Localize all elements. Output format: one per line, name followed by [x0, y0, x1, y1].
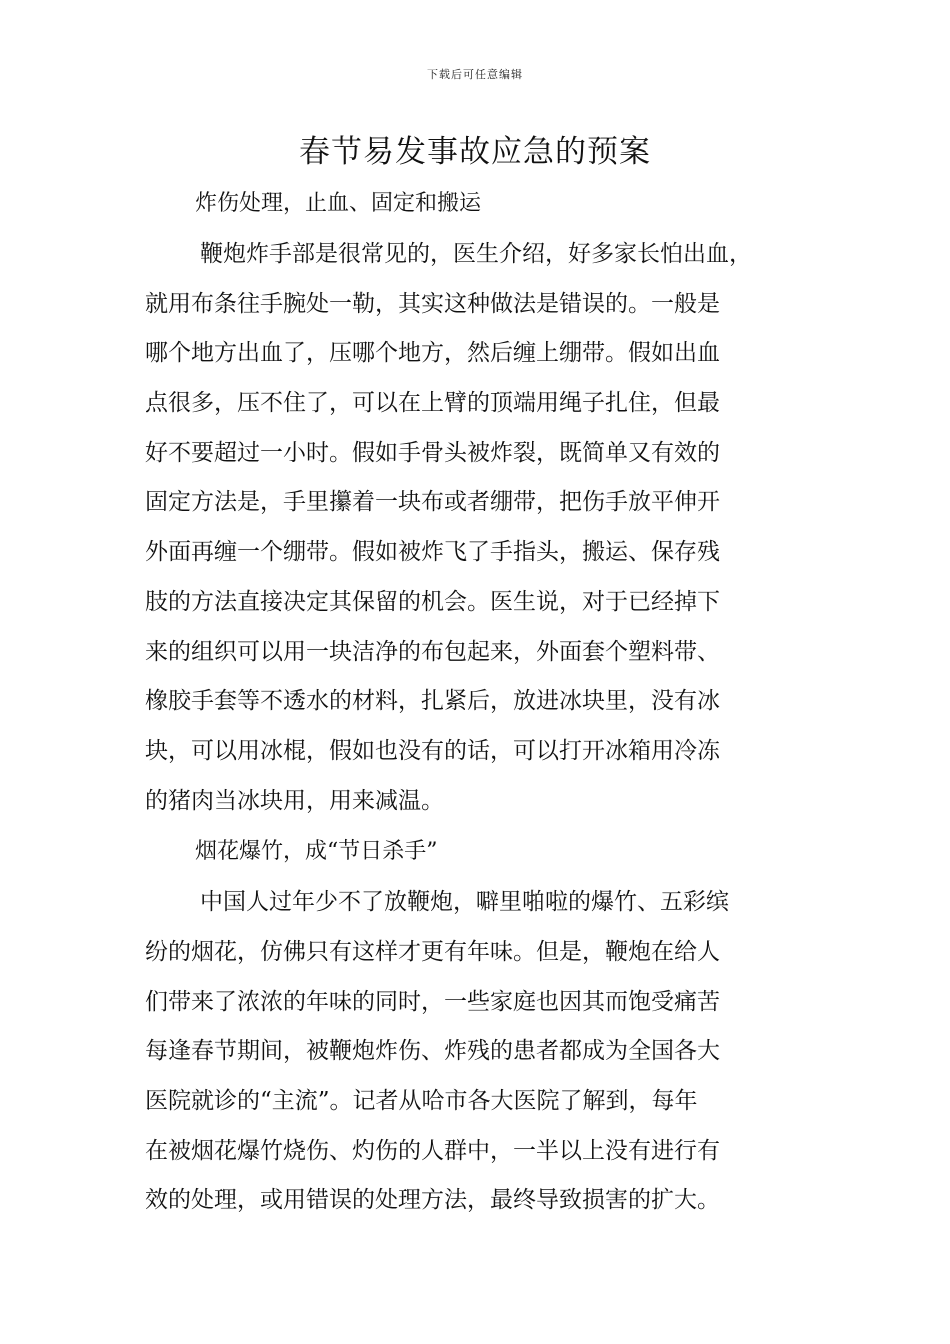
header-note: 下载后可任意编辑 — [427, 68, 523, 81]
paragraph-line: 纷的烟花，仿佛只有这样才更有年味。但是，鞭炮在给人 — [145, 938, 720, 965]
section-heading-blast-injury: 炸伤处理，止血、固定和搬运 — [195, 191, 482, 216]
paragraph-line: 在被烟花爆竹烧伤、灼伤的人群中，一半以上没有进行有 — [145, 1137, 720, 1164]
paragraph-line: 肢的方法直接决定其保留的机会。医生说，对于已经掉下 — [145, 588, 720, 615]
paragraph-line: 医院就诊的“主流”。记者从哈市各大医院了解到，每年 — [145, 1088, 698, 1114]
paragraph-line: 的猪肉当冰块用，用来减温。 — [145, 787, 444, 814]
paragraph-line: 好不要超过一小时。假如手骨头被炸裂，既简单又有效的 — [145, 439, 720, 466]
paragraph-line: 就用布条往手腕处一勒，其实这种做法是错误的。一般是 — [145, 290, 720, 317]
paragraph-fireworks — [145, 878, 815, 1226]
paragraph-line: 橡胶手套等不透水的材料，扎紧后，放进冰块里，没有冰 — [145, 688, 720, 715]
paragraph-blast-injury — [145, 230, 815, 826]
paragraph-line: 哪个地方出血了，压哪个地方，然后缠上绷带。假如出血 — [145, 340, 720, 367]
paragraph-line: 外面再缠一个绷带。假如被炸飞了手指头，搬运、保存残 — [145, 539, 720, 566]
section-heading-fireworks: 烟花爆竹，成“节日杀手” — [195, 839, 438, 865]
paragraph-line: 中国人过年少不了放鞭炮，噼里啪啦的爆竹、五彩缤 — [200, 889, 729, 916]
paragraph-line: 效的处理，或用错误的处理方法，最终导致损害的扩大。 — [145, 1187, 720, 1214]
paragraph-line: 固定方法是，手里攥着一块布或者绷带，把伤手放平伸开 — [145, 489, 720, 516]
paragraph-line: 鞭炮炸手部是很常见的，医生介绍，好多家长怕出血， — [200, 241, 752, 267]
document-title: 春节易发事故应急的预案 — [299, 134, 651, 170]
document-body — [145, 178, 815, 1226]
paragraph-line: 每逢春节期间，被鞭炮炸伤、炸残的患者都成为全国各大 — [145, 1038, 720, 1065]
paragraph-line: 块，可以用冰棍，假如也没有的话，可以打开冰箱用冷冻 — [145, 737, 720, 764]
paragraph-line: 点很多，压不住了，可以在上臂的顶端用绳子扎住，但最 — [145, 390, 720, 417]
paragraph-line: 们带来了浓浓的年味的同时，一些家庭也因其而饱受痛苦 — [145, 988, 720, 1015]
paragraph-line: 来的组织可以用一块洁净的布包起来，外面套个塑料带、 — [145, 638, 720, 665]
